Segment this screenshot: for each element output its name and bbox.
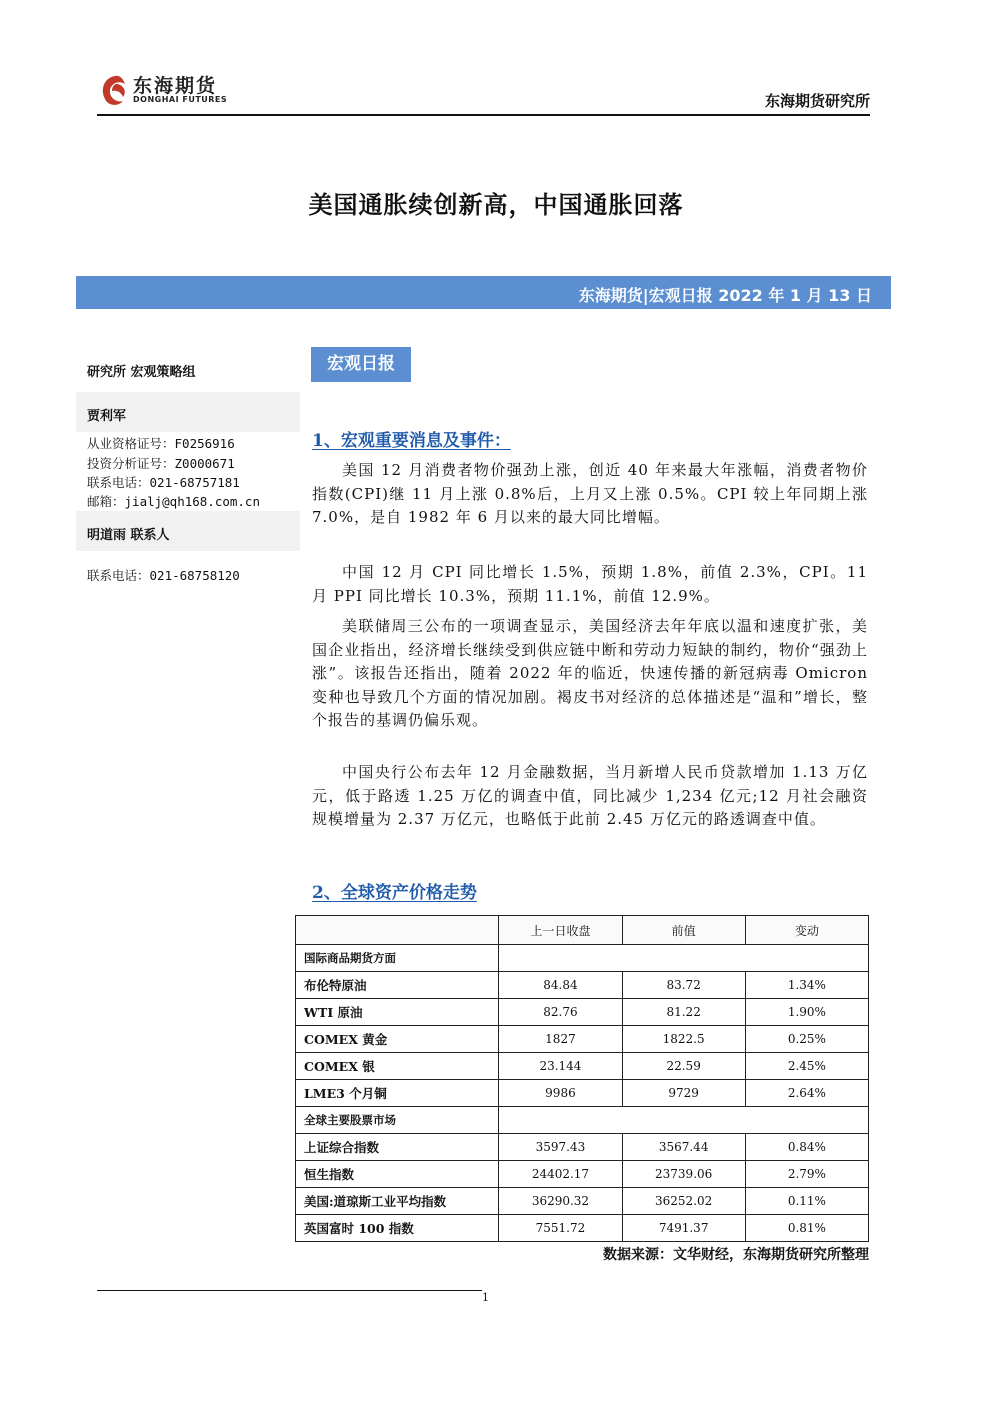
page-number: 1: [482, 1291, 489, 1304]
prior-value: 81.22: [622, 999, 745, 1026]
table-row: [296, 1026, 869, 1053]
group-label: 全球主要股票市场: [296, 1107, 499, 1134]
table-row: [296, 1161, 869, 1188]
asset-name: WTI 原油: [296, 999, 499, 1026]
close-value: 3597.43: [499, 1134, 622, 1161]
institute-name: 东海期货研究所: [764, 92, 870, 110]
table-header-cell: 前值: [622, 916, 745, 945]
report-banner-text: 东海期货|宏观日报 2022 年 1 月 13 日: [578, 286, 872, 305]
prior-value: 3567.44: [622, 1134, 745, 1161]
analyst-cert-line: 投资分析证号：Z0000671: [87, 456, 235, 471]
asset-name: 布伦特原油: [296, 972, 499, 999]
prior-value: 9729: [622, 1080, 745, 1107]
paragraph-beige-book: 美联储周三公布的一项调查显示，美国经济去年年底以温和速度扩张，美国企业指出，经济增长继续受到供应链中断和劳动力短缺的制约，物价“强劲上涨”。该报告还指出，随着 2022 年的临近，快速传播的新冠病毒 Omicron 变种也导致几个方面的情况加剧。褐皮书对经济的总体描述是“温和”增长，整个报告的基调仍偏乐观。: [312, 617, 868, 729]
change-value: 2.79%: [745, 1161, 868, 1188]
asset-name: 恒生指数: [296, 1161, 499, 1188]
asset-name: 上证综合指数: [296, 1134, 499, 1161]
asset-name: COMEX 银: [296, 1053, 499, 1080]
prior-value: 22.59: [622, 1053, 745, 1080]
change-value: 0.81%: [745, 1215, 868, 1242]
table-row: [296, 1188, 869, 1215]
table-group-row: [296, 945, 869, 972]
close-value: 23.144: [499, 1053, 622, 1080]
footer-divider: [97, 1290, 482, 1291]
header-divider: [97, 114, 870, 116]
paragraph-china-cpi: 中国 12 月 CPI 同比增长 1.5%，预期 1.8%，前值 2.3%，CPI。11 月 PPI 同比增长 10.3%，预期 11.1%，前值 12.9%。: [312, 563, 868, 605]
paragraph-us-cpi: 美国 12 月消费者物价强劲上涨，创近 40 年来最大年涨幅，消费者物价指数(CPI)继 11 月上涨 0.8%后，上月又上涨 0.5%。CPI 较上年同期上涨 7.0%，是自 1982 年 6 月以来的最大同比增幅。: [312, 461, 868, 526]
table-row: [296, 999, 869, 1026]
logo-subtitle: DONGHAI FUTURES: [133, 95, 228, 104]
logo-text: 东海期货: [133, 75, 218, 97]
close-value: 7551.72: [499, 1215, 622, 1242]
close-value: 9986: [499, 1080, 622, 1107]
change-value: 1.34%: [745, 972, 868, 999]
report-title: 美国通胀续创新高，中国通胀回落: [308, 190, 684, 219]
table-row: [296, 972, 869, 999]
table-header-row: [296, 916, 869, 945]
close-value: 84.84: [499, 972, 622, 999]
contact-name: 明道雨 联系人: [87, 528, 170, 543]
prior-value: 83.72: [622, 972, 745, 999]
prior-value: 1822.5: [622, 1026, 745, 1053]
asset-name: LME3 个月铜: [296, 1080, 499, 1107]
qualification-line: 从业资格证号：F0256916: [87, 436, 235, 451]
analyst-name: 贾利军: [87, 409, 127, 424]
change-value: 2.64%: [745, 1080, 868, 1107]
table-row: [296, 1080, 869, 1107]
prior-value: 7491.37: [622, 1215, 745, 1242]
asset-name: 英国富时 100 指数: [296, 1215, 499, 1242]
table-header-cell: [296, 916, 499, 945]
group-label: 国际商品期货方面: [296, 945, 499, 972]
asset-price-table: [295, 915, 869, 1242]
data-source-note: 数据来源：文华财经，东海期货研究所整理: [603, 1247, 869, 1263]
prior-value: 36252.02: [622, 1188, 745, 1215]
prior-value: 23739.06: [622, 1161, 745, 1188]
close-value: 36290.32: [499, 1188, 622, 1215]
asset-name: 美国:道琼斯工业平均指数: [296, 1188, 499, 1215]
group-spacer: [499, 945, 869, 972]
table-group-row: [296, 1107, 869, 1134]
change-value: 0.25%: [745, 1026, 868, 1053]
group-spacer: [499, 1107, 869, 1134]
email-line[interactable]: 邮箱：jialj@qh168.com.cn: [87, 494, 260, 509]
close-value: 24402.17: [499, 1161, 622, 1188]
table-row: [296, 1134, 869, 1161]
paragraph-pboc-data: 中国央行公布去年 12 月金融数据，当月新增人民币贷款增加 1.13 万亿元，低于路透 1.25 万亿的调查中值，同比减少 1,234 亿元;12 月社会融资规模增量为 2.37 万亿元，也略低于此前 2.45 万亿元的路透调查中值。: [312, 763, 868, 828]
table-row: [296, 1053, 869, 1080]
change-value: 0.11%: [745, 1188, 868, 1215]
section-tag: 宏观日报: [311, 347, 411, 382]
close-value: 82.76: [499, 999, 622, 1026]
table-header-cell: 变动: [745, 916, 868, 945]
phone-line: 联系电话：021-68757181: [87, 475, 240, 490]
section-2-heading: 2、全球资产价格走势: [312, 883, 477, 903]
asset-name: COMEX 黄金: [296, 1026, 499, 1053]
table-row: [296, 1215, 869, 1242]
change-value: 0.84%: [745, 1134, 868, 1161]
table-header-cell: 上一日收盘: [499, 916, 622, 945]
change-value: 1.90%: [745, 999, 868, 1026]
section-1-heading: 1、宏观重要消息及事件：: [312, 431, 511, 451]
department-label: 研究所 宏观策略组: [87, 365, 196, 380]
contact-phone-line: 联系电话：021-68758120: [87, 568, 240, 583]
change-value: 2.45%: [745, 1053, 868, 1080]
close-value: 1827: [499, 1026, 622, 1053]
